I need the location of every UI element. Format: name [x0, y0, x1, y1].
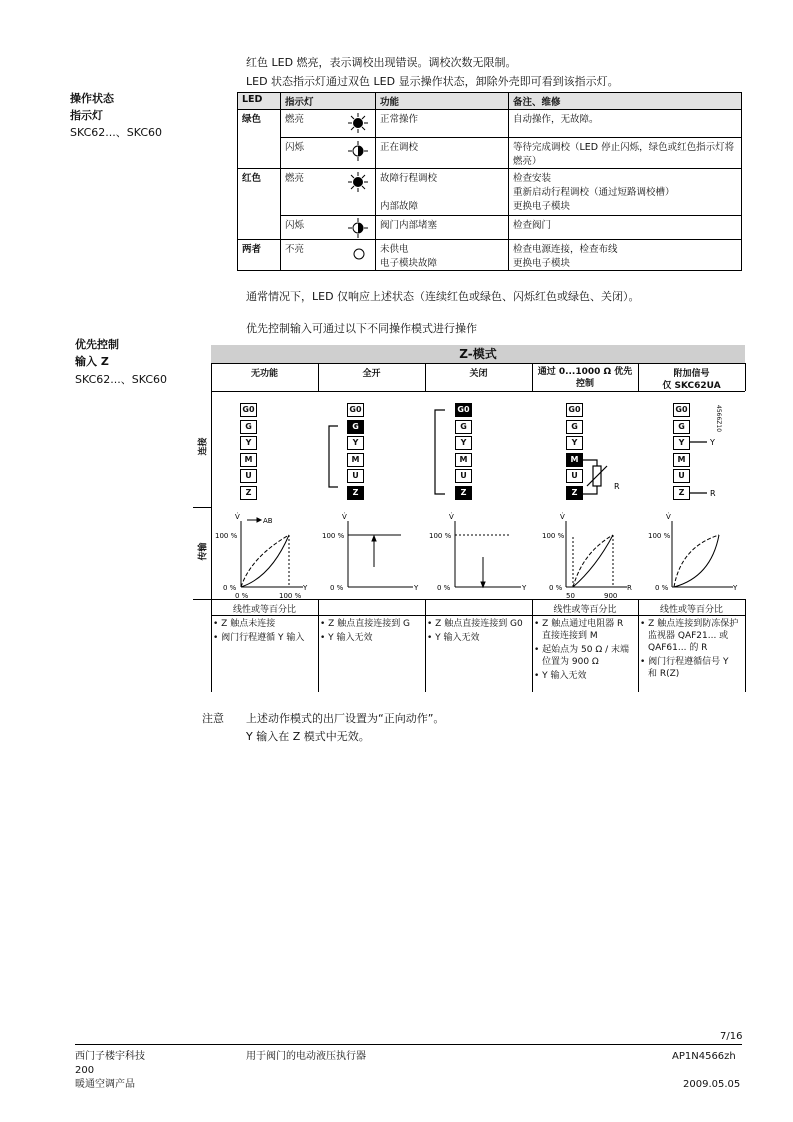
terminal-g0: G0 — [240, 403, 257, 417]
led-green-label: 绿色 — [238, 110, 281, 169]
terminal-y: Y — [673, 436, 690, 450]
r-axis-label: R — [627, 584, 632, 592]
y-signal-label: Y — [710, 438, 715, 447]
bullet-icon: • — [427, 619, 436, 629]
bullet-icon: • — [640, 619, 649, 629]
terminal-y: Y — [240, 436, 257, 450]
side-models: SKC62...、SKC60 — [70, 126, 163, 139]
note-item — [213, 632, 313, 644]
note-item — [640, 618, 740, 654]
vdot-label: V̇ — [235, 513, 240, 521]
note-item — [534, 670, 634, 682]
terminal-u: U — [347, 469, 364, 483]
resistor-label: R — [614, 482, 620, 491]
func: 阀门内部堵塞 — [376, 216, 509, 240]
vdot-label: V̇ — [666, 513, 671, 521]
y-axis-label: Y — [414, 584, 419, 592]
terminal-z: Z — [673, 486, 690, 500]
func-a: 故障行程调校 — [380, 173, 438, 184]
func-b: 电子模块故障 — [380, 258, 438, 269]
note-a: 检查电源连接，检查布线 — [513, 244, 618, 255]
led-red-label: 红色 — [238, 169, 281, 240]
r-signal-label: R — [710, 489, 716, 498]
p0-label: 0 % — [223, 584, 237, 592]
ab-label: AB — [263, 517, 273, 525]
side-subtitle-indicator: 指示灯 — [70, 109, 103, 122]
terminal-u: U — [455, 469, 472, 483]
note-b: 重新启动行程调校（通过短路调校槽） — [513, 187, 675, 198]
state-blink: 闪烁 — [285, 142, 305, 153]
terminal-z: Z — [455, 486, 472, 500]
note-item — [640, 656, 740, 680]
col-additional-signal: 附加信号 — [673, 369, 710, 379]
p100-x-label: 100 % — [279, 592, 302, 599]
col-additional-signal-sub: 仅 SKC62UA — [662, 381, 721, 391]
notes-col — [213, 618, 313, 646]
note-item — [534, 644, 634, 668]
vdot-label: V̇ — [449, 513, 454, 521]
p100-label: 100 % — [215, 532, 238, 540]
note: 等待完成调校（LED 停止闪烁，绿色或红色指示灯将燃亮） — [509, 138, 742, 169]
col-resistor-control: 通过 0...1000 Ω 优先控制 — [537, 367, 633, 389]
table-row — [238, 216, 742, 240]
note-text: 起始点为 50 Ω / 末端位置为 900 Ω — [542, 645, 629, 667]
led-both-label: 两者 — [238, 240, 281, 271]
terminal-y: Y — [566, 436, 583, 450]
side-models: SKC62...、SKC60 — [75, 373, 168, 386]
terminal-u: U — [673, 469, 690, 483]
table-row — [238, 110, 742, 138]
col-no-function: 无功能 — [250, 369, 278, 379]
z-mode-title-bar — [211, 345, 745, 363]
footer-company: 西门子楼宇科技 — [75, 1051, 145, 1062]
side-title-priority-control: 优先控制 — [75, 338, 119, 351]
terminal-g: G — [347, 420, 364, 434]
after-table-text: 通常情况下，LED 仅响应上述状态（连续红色或绿色、闪烁红色或绿色、关闭）。 — [246, 290, 640, 303]
bullet-icon: • — [534, 619, 543, 629]
terminal-m: M — [566, 453, 583, 467]
led-status-table — [237, 92, 742, 271]
terminal-g0: G0 — [566, 403, 583, 417]
bullet-icon: • — [427, 633, 436, 643]
note-text: Z 触点连接到防冻保护监视器 QAF21... 或 QAF61... 的 R — [648, 619, 739, 653]
terminal-u: U — [240, 469, 257, 483]
p0-x-label: 0 % — [235, 592, 249, 599]
func: 正常操作 — [376, 110, 509, 138]
note-item — [427, 632, 527, 644]
r900-label: 900 — [604, 592, 618, 599]
terminal-g: G — [673, 420, 690, 434]
func-a: 未供电 — [380, 244, 409, 255]
y-axis-label: Y — [522, 584, 527, 592]
header-led: LED — [238, 93, 281, 110]
terminal-g0: G0 — [673, 403, 690, 417]
note-item — [320, 618, 420, 630]
terminal-g: G — [455, 420, 472, 434]
header-notes: 备注、维修 — [509, 93, 742, 110]
footer-date: 2009.05.05 — [683, 1079, 741, 1090]
terminal-m: M — [240, 453, 257, 467]
note-text: Y 输入无效 — [542, 671, 587, 681]
bullet-icon: • — [213, 633, 222, 643]
note-c: 更换电子模块 — [513, 201, 571, 212]
note-item — [427, 618, 527, 630]
notes-col — [534, 618, 634, 684]
note-item — [534, 618, 634, 642]
y-axis-label: Y — [733, 584, 738, 592]
bullet-icon: • — [320, 633, 329, 643]
intro-line-2: LED 状态指示灯通过双色 LED 显示操作状态，卸除外壳即可看到该指示灯。 — [246, 75, 619, 88]
bullet-icon: • — [534, 671, 543, 681]
sub-col4: 线性或等百分比 — [553, 605, 617, 615]
terminal-y: Y — [347, 436, 364, 450]
note-a: 检查安装 — [513, 173, 552, 184]
led-blink-icon — [347, 140, 369, 162]
z-intro-text: 优先控制输入可通过以下不同操作模式进行操作 — [246, 322, 477, 335]
page-number: 7/16 — [720, 1031, 743, 1042]
terminal-g0: G0 — [455, 403, 472, 417]
state-on: 燃亮 — [285, 114, 305, 125]
notes-col — [640, 618, 740, 682]
row-label-transmission: 传输 — [198, 542, 209, 561]
sub-col5: 线性或等百分比 — [659, 605, 723, 615]
func: 正在调校 — [376, 138, 509, 169]
table-header-row — [238, 93, 742, 110]
terminal-m: M — [455, 453, 472, 467]
side-subtitle-input-z: 输入 Z — [75, 355, 109, 368]
terminal-y: Y — [455, 436, 472, 450]
terminal-g0: G0 — [347, 403, 364, 417]
note-line-2: Y 输入在 Z 模式中无效。 — [246, 730, 370, 743]
vdot-label: V̇ — [560, 513, 565, 521]
table-row — [238, 138, 742, 169]
col-closed: 关闭 — [469, 369, 488, 379]
vdot-label: V̇ — [342, 513, 347, 521]
bullet-icon: • — [640, 657, 649, 667]
note-text: Y 输入无效 — [435, 633, 480, 643]
note-text: Z 触点直接连接到 G — [328, 619, 411, 629]
figure-code: 4566Z10 — [715, 405, 722, 433]
header-indicator: 指示灯 — [281, 93, 376, 110]
note: 自动操作，无故障。 — [509, 110, 742, 138]
col-fully-open: 全开 — [362, 369, 381, 379]
terminal-g: G — [240, 420, 257, 434]
bullet-icon: • — [534, 645, 543, 655]
z-mode-title: Z-模式 — [459, 347, 497, 361]
sub-col1: 线性或等百分比 — [232, 605, 296, 615]
led-on-icon — [347, 112, 369, 134]
p0-label: 0 % — [437, 584, 451, 592]
p0-label: 0 % — [549, 584, 563, 592]
transmission-graphs — [211, 507, 745, 599]
p100-label: 100 % — [648, 532, 671, 540]
terminal-m: M — [673, 453, 690, 467]
bullet-icon: • — [213, 619, 222, 629]
terminal-u: U — [566, 469, 583, 483]
table-row — [238, 169, 742, 216]
func-b: 内部故障 — [380, 201, 419, 212]
bullet-icon: • — [320, 619, 329, 629]
p0-label: 0 % — [655, 584, 669, 592]
p100-label: 100 % — [322, 532, 345, 540]
p0-label: 0 % — [330, 584, 344, 592]
side-title-operation-state: 操作状态 — [70, 92, 114, 105]
footer-doc-title: 用于阀门的电动液压执行器 — [246, 1051, 366, 1062]
header-function: 功能 — [376, 93, 509, 110]
terminal-z: Z — [240, 486, 257, 500]
notes-col — [427, 618, 527, 646]
state-off: 不亮 — [285, 244, 305, 255]
note-b: 更换电子模块 — [513, 258, 571, 269]
footer-number: 200 — [75, 1065, 95, 1076]
note-text: Z 触点未连接 — [221, 619, 276, 629]
note-text: Z 触点通过电阻器 R 直接连接到 M — [542, 619, 624, 641]
led-off-icon — [353, 248, 365, 260]
led-on-icon — [347, 171, 369, 193]
row-label-connection: 连接 — [198, 437, 209, 456]
terminal-z: Z — [347, 486, 364, 500]
table-row — [238, 240, 742, 271]
note-text: Y 输入无效 — [328, 633, 373, 643]
state-on: 燃亮 — [285, 173, 305, 184]
note-item — [213, 618, 313, 630]
footer-doc-id: AP1N4566zh — [672, 1051, 736, 1062]
terminal-g: G — [566, 420, 583, 434]
intro-line-1: 红色 LED 燃亮，表示调校出现错误。调校次数无限制。 — [246, 56, 517, 69]
note-text: 阀门行程遵循 Y 输入 — [221, 633, 305, 643]
y-axis-label: Y — [303, 584, 308, 592]
note: 检查阀门 — [509, 216, 742, 240]
footer-division: 暖通空调产品 — [75, 1079, 135, 1090]
p100-label: 100 % — [542, 532, 565, 540]
p100-label: 100 % — [429, 532, 452, 540]
note-line-1: 上述动作模式的出厂设置为“正向动作”。 — [246, 712, 445, 725]
r50-label: 50 — [566, 592, 575, 599]
note-label: 注意 — [202, 712, 224, 725]
terminal-m: M — [347, 453, 364, 467]
terminal-z: Z — [566, 486, 583, 500]
note-text: Z 触点直接连接到 G0 — [435, 619, 523, 629]
notes-col — [320, 618, 420, 646]
state-blink: 闪烁 — [285, 220, 305, 231]
note-item — [320, 632, 420, 644]
note-text: 阀门行程遵循信号 Y 和 R(Z) — [648, 657, 729, 679]
led-blink-icon — [347, 217, 369, 239]
